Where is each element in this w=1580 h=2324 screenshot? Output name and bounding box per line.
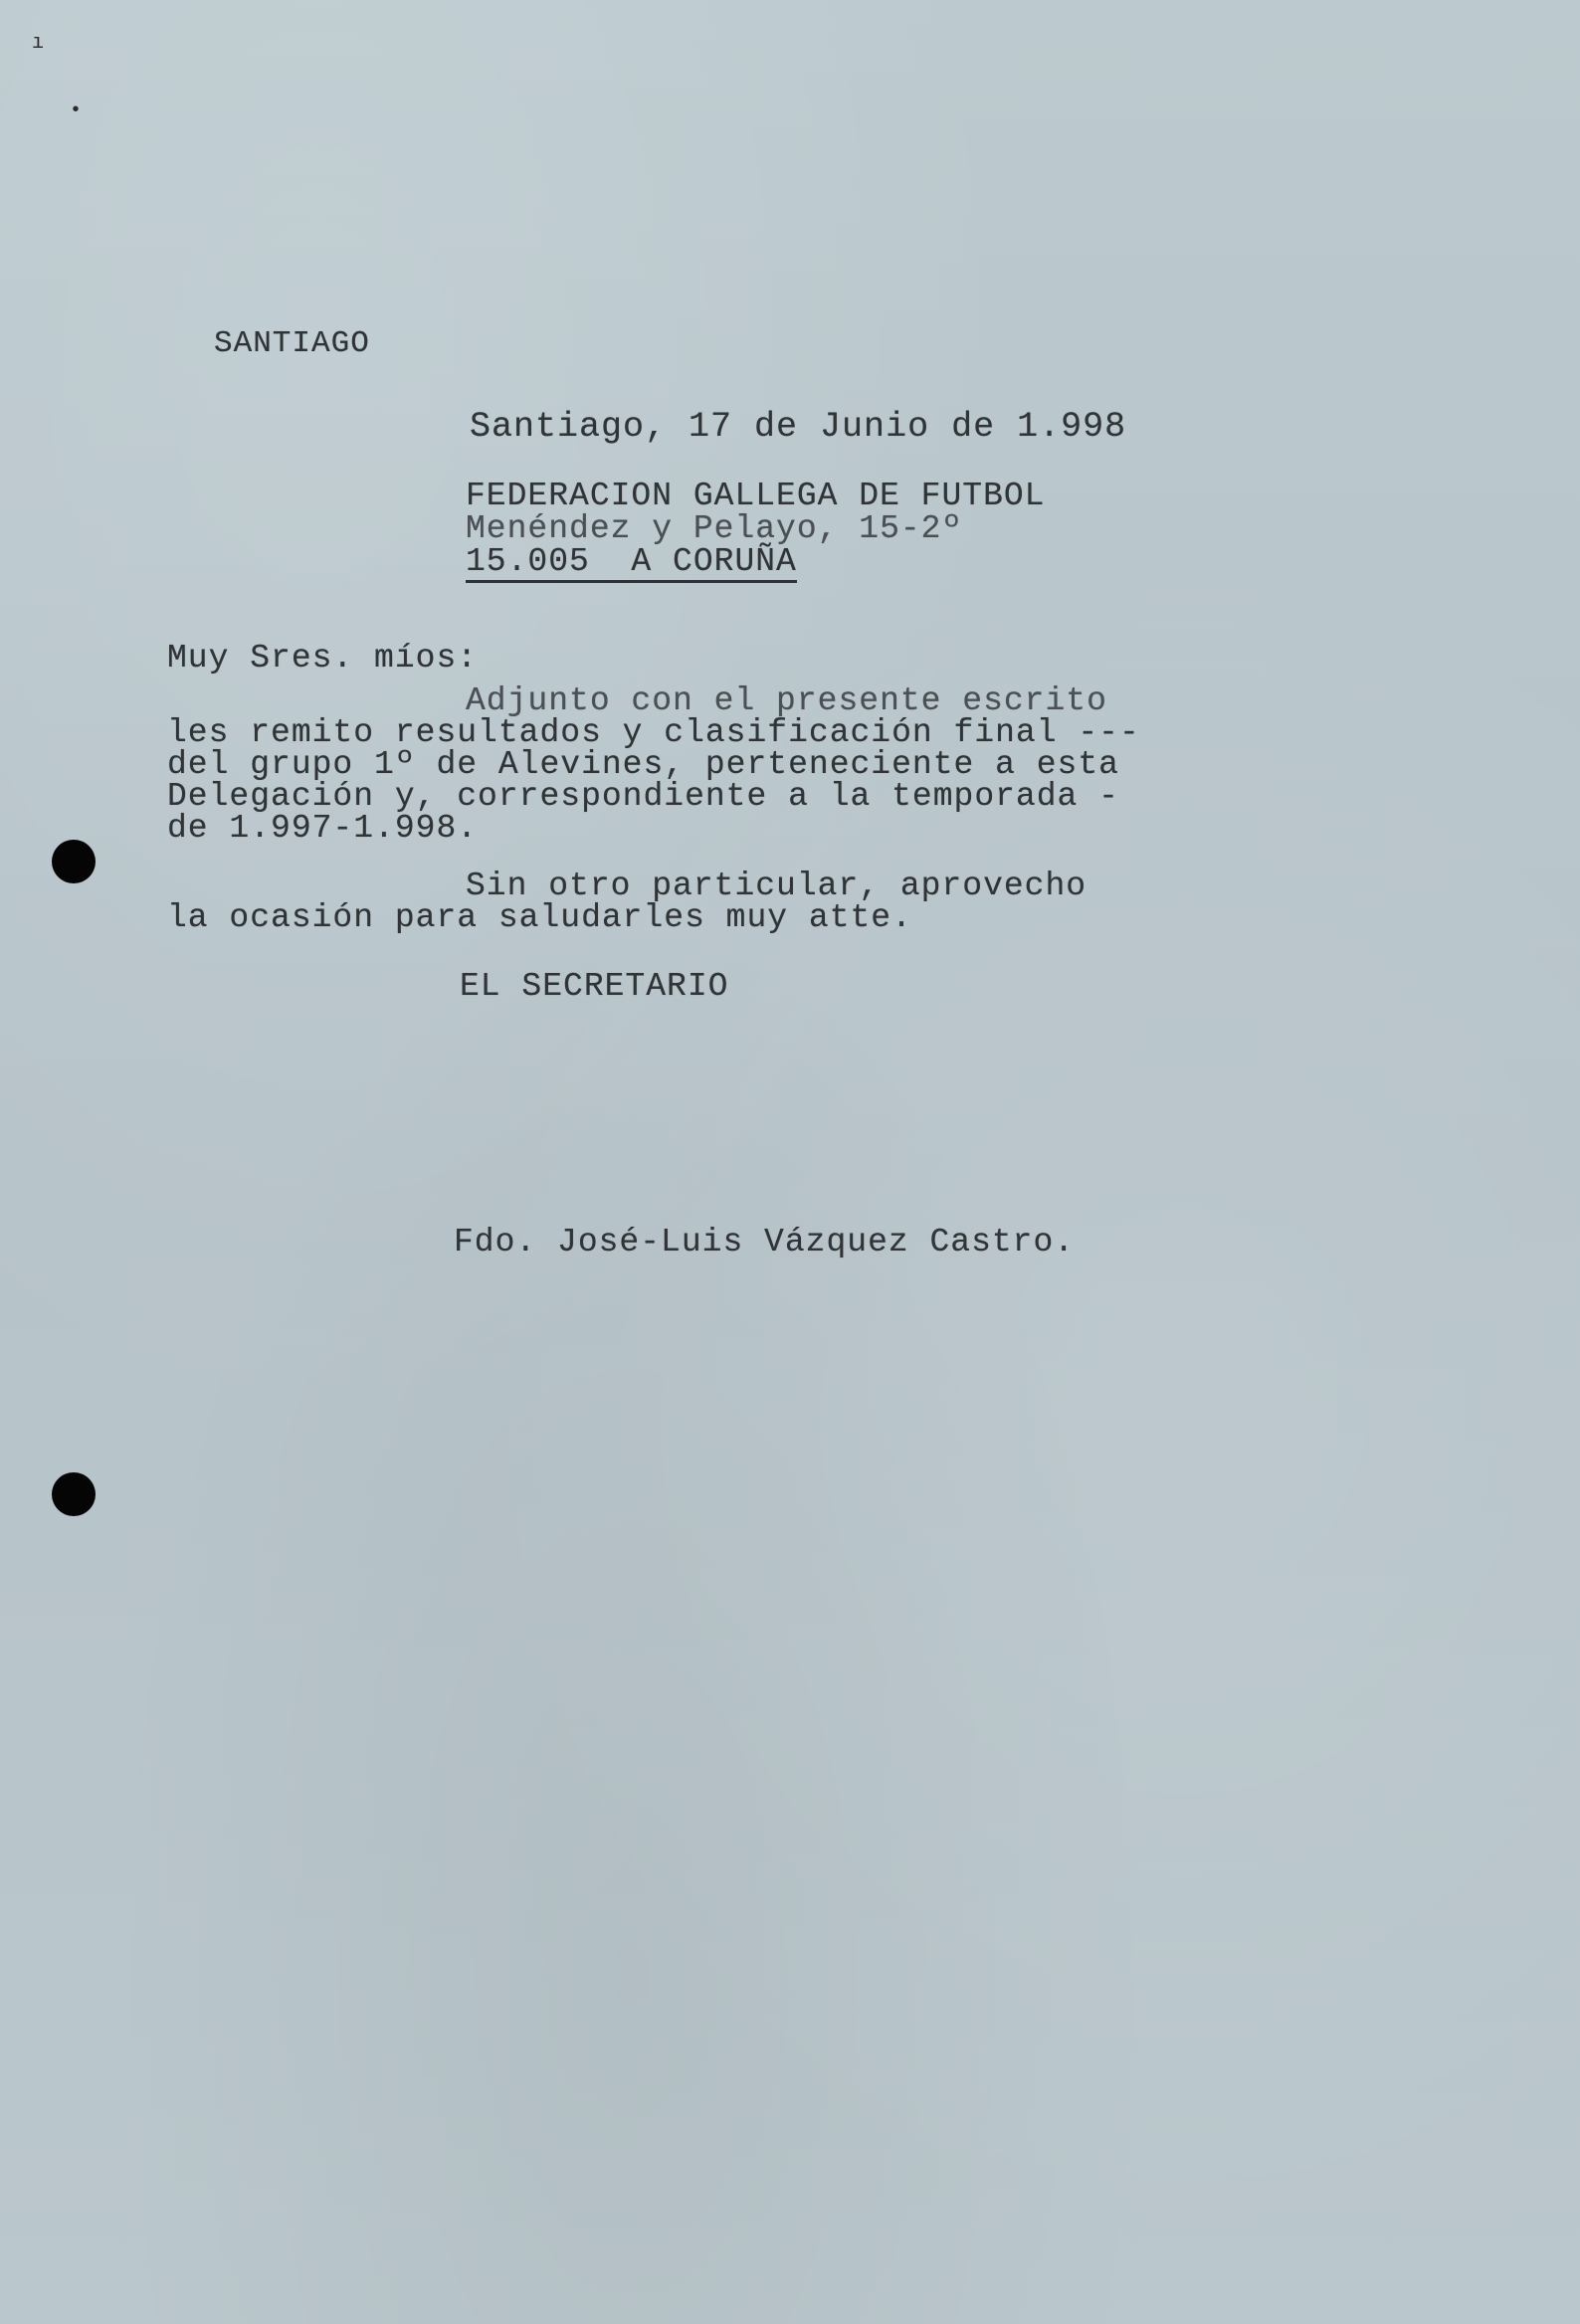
paragraph-1-line-5: de 1.997-1.998. (167, 810, 479, 847)
paragraph-1-line-4: Delegación y, correspondiente a la temporada - (167, 778, 1119, 815)
salutation: Muy Sres. míos: (167, 640, 479, 677)
city-heading: SANTIAGO (214, 326, 370, 361)
recipient-city: 15.005 A CORUÑA (466, 545, 797, 583)
margin-mark: • (70, 99, 83, 122)
margin-mark: ı (32, 32, 45, 55)
recipient-name: FEDERACION GALLEGA DE FUTBOL (466, 478, 1046, 514)
recipient-address: Menéndez y Pelayo, 15-2º (466, 510, 963, 547)
date-line: Santiago, 17 de Junio de 1.998 (470, 407, 1127, 447)
signature-line: Fdo. José-Luis Vázquez Castro. (454, 1224, 1076, 1260)
paragraph-2-line-1: Sin otro particular, aprovecho (466, 868, 1087, 904)
punch-hole (52, 840, 96, 883)
closing-title: EL SECRETARIO (460, 968, 729, 1005)
paragraph-1-line-3: del grupo 1º de Alevines, perteneciente a esta (167, 746, 1119, 783)
paragraph-2-line-2: la ocasión para saludarles muy atte. (167, 899, 912, 936)
punch-hole (52, 1472, 96, 1516)
paragraph-1-line-1: Adjunto con el presente escrito (466, 682, 1107, 719)
paragraph-1-line-2: les remito resultados y clasificación final --- (167, 714, 1140, 751)
